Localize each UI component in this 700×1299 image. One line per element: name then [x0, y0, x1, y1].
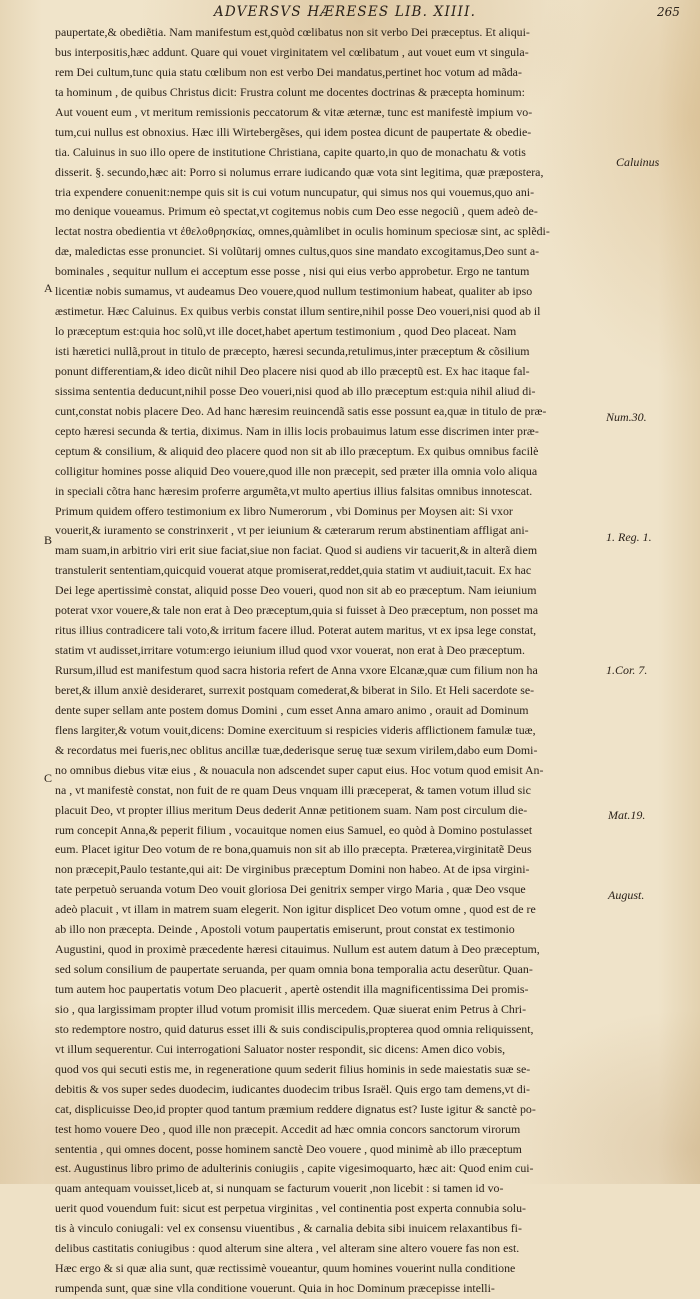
text-line: non præcepit,Paulo testante,qui ait: De virginibus præceptum Domini non habeo. At de ipsa virgini-: [55, 862, 530, 877]
body-text: [55, 23, 598, 1299]
page-number: 265: [657, 5, 680, 19]
text-line: no omnibus diebus vitæ eius , & nouacula non adscendet super caput eius. Hoc votum quod emisit An-: [55, 762, 544, 777]
text-line: cat, displicuisse Deo,id propter quod tantum præmium reddere dignatus est? Iuste igitur & sanctè po-: [55, 1101, 536, 1116]
margin-note-augustine: August.: [608, 888, 645, 902]
text-line: uerit quod vouendum fuit: sicut est perpetua virginitas , vel continentia post experta connubia solu-: [55, 1201, 527, 1216]
margin-note-numbers: Num.30.: [606, 410, 647, 424]
text-line: ab illo non præcepta. Deinde , Apostoli votum paupertatis emiserunt, prout constat ex testimonio: [55, 922, 515, 937]
text-line: sententia , qui omnes docent, posse hominem sanctè Deo vouere , quod minimè ab illo præceptum: [55, 1141, 522, 1156]
text-line: bus interpositis,hæc addunt. Quare qui vouet virginitatem vel cœlibatum , aut vouet eum vt singula-: [55, 44, 529, 59]
text-line: sissima sententia deducunt,nihil posse Deo voueri,nisi quod ab illo præceptum est:quia nihil aliud di-: [55, 383, 536, 398]
text-line: flens largiter,& votum vouit,dicens: Domine exercituum si respicies videris afflictionem famulæ tuæ,: [55, 722, 536, 737]
text-line: lectat nostra obedientia vt ἐθελοθρησκίας, omnes,quàmlibet in oculis hominum speciosæ sint, ac splẽdi-: [55, 224, 550, 239]
text-line: Augustini, quod in proximè præcedente hæresi citauimus. Nullum est autem datum à Deo præceptum,: [55, 942, 540, 957]
text-line: est. Augustinus libro primo de adulterinis coniugiis , capite vigesimoquarto, hæc ait: Quod enim cui-: [55, 1161, 534, 1176]
text-line: mam suam,in arbitrio viri erit siue faciat,siue non faciat. Quod si audiens vir tacuerit,& in alterã diem: [55, 543, 538, 558]
text-line: ceptum & consilium, & aliquid deo placere quod non sit ab illo præceptum. Ex quibus omnibus facilè: [55, 443, 539, 458]
text-line: beret,& illum anxiè desideraret, surrexit postquam comederat,& biberat in Silo. Et Heli sacerdote se-: [55, 682, 535, 697]
text-line: paupertate,& obediẽtia. Nam manifestum est,quòd cœlibatus non sit verbo Dei præceptus. Et aliqui-: [55, 25, 530, 39]
margin-note-kings: 1. Reg. 1.: [606, 530, 652, 544]
text-line: disserit. §. secundo,hæc ait: Porro si nolumus errare iudicando quæ vota sint legitima, quæ præpostera,: [55, 164, 544, 179]
text-line: rum concepit Anna,& peperit filium , vocauitque nomen eius Samuel, eo quòd à Domino postulasset: [55, 822, 533, 837]
text-line: eum. Placet igitur Deo votum de re bona,quamuis non sit ab illo præcepta. Præterea,virginitatẽ Deus: [55, 842, 532, 857]
text-line: sio , qua largissimam propter illud votum promisit illis mercedem. Quæ siuerat enim Petrus à Chri-: [55, 1001, 527, 1016]
text-line: Aut vouent eum , vt meritum remissionis peccatorum & vitæ æternæ, tunc est manifestè impium vo-: [55, 104, 533, 119]
text-line: dente super sellam ante postem domus Domini , cum esset Anna amaro animo , orauit ad Dominum: [55, 702, 529, 717]
text-line: transtulerit sententiam,quicquid vouerat atque promiserat,reddet,quia statim vt audiuit,tacuit. Ex hac: [55, 563, 532, 578]
text-line: Hæc ergo & si quæ alia sunt, quæ rectissimè voueantur, quum homines vouerint nulla conditione: [55, 1261, 516, 1276]
text-line: Rursum,illud est manifestum quod sacra historia refert de Anna vxore Elcanæ,quæ cum filium non ha: [55, 663, 538, 677]
text-line: rumpenda sunt, quæ sine vlla conditione vouerunt. Quia in hoc Dominum præcepisse intelli-: [55, 1281, 495, 1296]
text-line: quam antequam vouisset,liceb at, si nunquam se facturum vouerit ,non licebit : si tamen id vo-: [55, 1181, 504, 1196]
text-line: mo denique voueamus. Primum eò spectat,vt cogitemus nobis cum Deo esse negociũ , quem adeò de-: [55, 204, 538, 219]
text-line: tate perpetuò seruanda votum Deo vouit gloriosa Dei genitrix semper virgo Maria , quæ Deo vsque: [55, 882, 526, 897]
margin-note-matthew: Mat.19.: [608, 808, 646, 822]
text-line: sed solum consilium de paupertate seruanda, per quam omnia bona temporalia actu deserũtur. Quan-: [55, 962, 533, 977]
text-line: tia. Caluinus in suo illo opere de institutione Christiana, capite quarto,in quo de monachatu & votis: [55, 144, 526, 159]
text-line: rem Dei cultum,tunc quia statu cœlibum non est verbo Dei mandatus,pertinet hoc votum ad mãda-: [55, 64, 522, 79]
running-title: ADVERSVS HÆRESES LIB. XIIII.: [213, 4, 477, 20]
text-line: colligitur homines posse aliquid Deo vouere,quod ille non præcepit, sed præter illa omnia volo aliqua: [55, 463, 538, 478]
text-line: dæ, maledictas esse pronunciet. Si volũtarij omnes cultus,quos sine mandato excogitamus,Deo sunt a-: [55, 244, 540, 259]
text-line: tria expendere conuenit:nempe quis sit is cui votum nuncupatur, qui simus nos qui vouemus,quo ani-: [55, 184, 535, 199]
text-line: isti hæretici nullã,prout in titulo de præcepto, hæresi secunda,retulimus,inter præceptum & cõsilium: [55, 344, 530, 358]
text-line: bominales , sequitur nullum ei acceptum esse posse , nisi qui eius verbo approbetur. Ergo ne tantum: [55, 264, 530, 279]
text-line: statim vt audisset,irritare votum:ergo ieiunium illud quod vxor vouerat, non erat à Deo præceptum.: [55, 643, 526, 658]
text-line: ta hominum , de quibus Christus dicit: Frustra colunt me docentes doctrinas & præcepta hominum:: [55, 84, 525, 99]
text-line: cepto hæresi secunda & tertia, diximus. Nam in illis locis probauimus latum esse discrimen inter præ-: [55, 423, 539, 438]
section-marker-a: A: [44, 281, 53, 295]
text-line: ponunt differentiam,& ideo dicũt nihil Deo placere nisi quod ab illo præceptũ est. Ex hac itaque fal-: [55, 363, 530, 378]
text-line: lo præceptum est:quia hoc solũ,vt ille docet,habet apertum testimonium , quod Deo placeat. Nam: [55, 324, 517, 339]
text-line: Primum quidem offero testimonium ex libro Numerorum , vbi Dominus per Moysen ait: Si vxor: [55, 503, 513, 518]
text-line: cunt,constat nobis placere Deo. Ad hanc hæresim reuincendã satis esse possunt ea,quæ in titulo de præ-: [55, 403, 547, 418]
text-line: tis à vinculo coniugali: vel ex consensu viuentibus , & carnalia debita sibi inuicem relaxantibus fi-: [55, 1221, 522, 1236]
text-line: & recordatus mei fueris,nec oblitus ancillæ tuæ,dederisque seruę tuæ sexum virilem,dabo eum Domi-: [55, 742, 538, 757]
text-line: adeò placuit , vt illam in matrem suam elegerit. Non igitur displicet Deo votum omne , quod est de re: [55, 902, 536, 917]
text-line: æstimetur. Hæc Caluinus. Ex quibus verbis constat illum sentire,nihil posse Deo voueri,nisi quod ab il: [55, 304, 541, 319]
text-line: vouerit,& iuramento se constrinxerit , vt per ieiunium & cæterarum rerum abstinentiam affligat ani-: [55, 523, 529, 538]
section-marker-b: B: [44, 533, 53, 547]
text-line: vt illum sequerentur. Cui interrogationi Saluator noster respondit, sic dicens: Amen dico vobis,: [55, 1041, 506, 1056]
text-line: licentiæ nobis sumamus, vt audeamus Deo vouere,quod nullum testimonium habeat, qualiter ab ipso: [55, 284, 533, 299]
text-line: test homo vouere Deo , quod ille non præcepit. Accedit ad hæc omnia concors sanctorum virorum: [55, 1121, 521, 1136]
margin-note-corinthians: 1.Cor. 7.: [606, 663, 648, 677]
text-line: placuit Deo, vt propter illius meritum Deus dederit Annæ petitionem suam. Nam post circulum die-: [55, 802, 528, 817]
text-line: delibus castitatis coniugibus : quod alterum sine altera , vel alteram sine altero vouere fas non est.: [55, 1241, 520, 1256]
margin-note-calvinus: Caluinus: [616, 155, 660, 169]
text-line: debitis & vos super sedes duodecim, iudicantes duodecim tribus Israël. Quis ergo tam demens,vt di-: [55, 1081, 530, 1096]
section-marker-c: C: [44, 771, 53, 785]
text-line: ritus illius contradicere tali voto,& irritum facere illud. Poterat autem maritus, vt ex ipsa lege constat,: [55, 623, 537, 638]
text-line: poterat vxor vouere,& tale non erat à Deo præceptum,quia si fuisset à Deo præceptum, non posset ma: [55, 603, 539, 618]
text-line: na , vt manifestè constat, non fuit de re quam Deus vnquam illi præceperat, & tamen votum illud sic: [55, 782, 531, 797]
text-line: sto redemptore nostro, quid daturus esset illi & suis condiscipulis,propterea quod omnia reliquissent,: [55, 1021, 534, 1036]
text-line: quod vos qui secuti estis me, in regeneratione quum sederit filius hominis in sede maiestatis suæ se-: [55, 1061, 531, 1076]
text-line: tum,cui nullus est obnoxius. Hæc illi Wirtebergẽses, qui idem postea dicunt de paupertate & obedie-: [55, 124, 532, 139]
text-line: Dei lege apertissimè constat, aliquid posse Deo voueri, quod non sit ab eo præceptum. Nam ieiunium: [55, 583, 537, 598]
text-line: tum autem hoc paupertatis votum Deo placuerit , apertè ostendit illa magnificentissima Dei promis-: [55, 982, 529, 996]
text-line: in speciali cõtra hanc hæresim proferre argumẽta,vt multo apertius illius falsitas omnibus innotescat.: [55, 483, 533, 498]
